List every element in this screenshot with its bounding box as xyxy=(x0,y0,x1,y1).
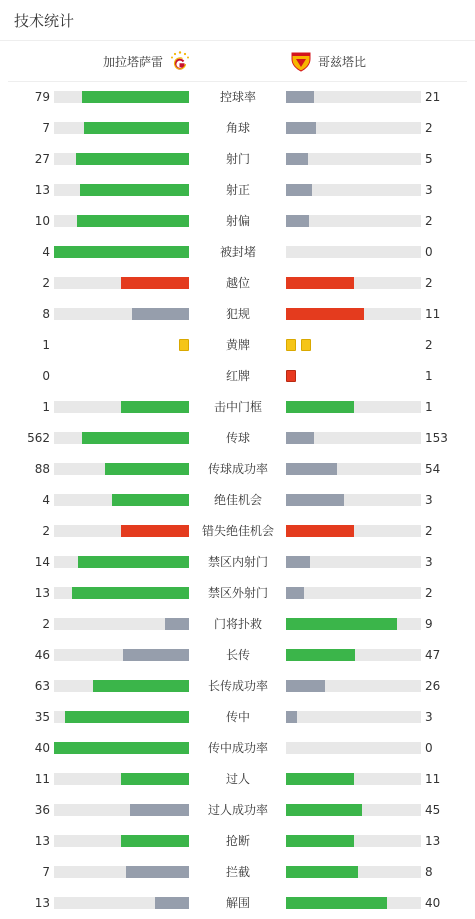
stat-label: 红牌 xyxy=(225,369,250,383)
stat-row xyxy=(0,423,475,454)
away-bar-track xyxy=(286,556,421,568)
away-bar-track xyxy=(286,463,421,475)
away-bar-fill xyxy=(286,494,344,506)
home-value: 2 xyxy=(42,276,50,290)
stat-row xyxy=(0,113,475,144)
away-value: 3 xyxy=(425,555,433,569)
stat-row xyxy=(0,857,475,888)
home-bar-track xyxy=(54,618,189,630)
stat-row xyxy=(0,268,475,299)
away-value: 3 xyxy=(425,493,433,507)
home-bar-fill xyxy=(165,618,189,630)
home-bar-track xyxy=(54,804,189,816)
stat-label: 射门 xyxy=(225,152,250,166)
away-value: 26 xyxy=(425,679,441,693)
teams-row xyxy=(8,41,467,82)
home-bar-track xyxy=(54,866,189,878)
home-bar-fill xyxy=(130,804,189,816)
home-bar-track xyxy=(54,897,189,909)
away-bar-track xyxy=(286,835,421,847)
stat-label: 传中成功率 xyxy=(207,741,268,755)
home-bar-fill xyxy=(84,122,189,134)
home-bar-track xyxy=(54,215,189,227)
home-value: 2 xyxy=(42,524,50,538)
stat-label: 越位 xyxy=(225,276,250,290)
home-bar-track xyxy=(54,91,189,103)
stat-label: 过人成功率 xyxy=(207,803,268,817)
home-value: 7 xyxy=(42,121,50,135)
stat-row xyxy=(0,795,475,826)
home-bar-fill xyxy=(121,401,189,413)
away-bar-track xyxy=(286,401,421,413)
home-bar-fill xyxy=(121,835,189,847)
away-bar-track xyxy=(286,246,421,258)
home-value: 36 xyxy=(34,803,50,817)
home-value: 562 xyxy=(27,431,50,445)
away-bar-fill xyxy=(286,804,362,816)
home-value: 4 xyxy=(42,245,50,259)
away-bar-track xyxy=(286,525,421,537)
section-header xyxy=(0,0,475,41)
away-value: 3 xyxy=(425,710,433,724)
away-bar-fill xyxy=(286,184,312,196)
home-value: 13 xyxy=(34,183,50,197)
away-bar-track xyxy=(286,184,421,196)
home-bar-fill xyxy=(72,587,189,599)
home-bar-track xyxy=(54,587,189,599)
away-value: 2 xyxy=(425,338,433,352)
away-bar-fill xyxy=(286,773,354,785)
stat-row xyxy=(0,609,475,640)
away-value: 11 xyxy=(425,307,441,321)
away-value: 8 xyxy=(425,865,433,879)
home-value: 11 xyxy=(34,772,50,786)
stat-label: 控球率 xyxy=(219,90,256,104)
away-value: 45 xyxy=(425,803,441,817)
stat-row xyxy=(0,578,475,609)
home-bar-track xyxy=(54,742,189,754)
home-bar-track xyxy=(54,122,189,134)
away-bar-fill xyxy=(286,556,310,568)
home-value: 10 xyxy=(34,214,50,228)
home-team-name: 加拉塔萨雷 xyxy=(103,54,164,69)
stat-row xyxy=(0,485,475,516)
away-bar-track xyxy=(286,308,421,320)
away-value: 1 xyxy=(425,369,433,383)
away-bar-track xyxy=(286,773,421,785)
away-bar-track xyxy=(286,742,421,754)
stat-label: 拦截 xyxy=(225,865,250,879)
stat-row xyxy=(0,299,475,330)
home-bar-track xyxy=(54,246,189,258)
stat-row xyxy=(0,516,475,547)
stat-label: 禁区内射门 xyxy=(207,555,268,569)
stat-label: 长传 xyxy=(225,648,250,662)
stat-label: 绝佳机会 xyxy=(213,493,262,507)
home-bar-fill xyxy=(123,649,189,661)
away-bar-track xyxy=(286,866,421,878)
away-value: 40 xyxy=(425,896,441,910)
home-value: 1 xyxy=(42,338,50,352)
away-bar-track xyxy=(286,215,421,227)
home-bar-track xyxy=(54,153,189,165)
home-bar-track xyxy=(54,680,189,692)
away-bar-fill xyxy=(286,525,354,537)
home-value: 35 xyxy=(34,710,50,724)
section-title: 技术统计 xyxy=(14,11,75,30)
away-value: 0 xyxy=(425,245,433,259)
away-bar-fill xyxy=(286,711,297,723)
stat-label: 禁区外射门 xyxy=(207,586,268,600)
away-bar-fill xyxy=(286,277,354,289)
away-team[interactable] xyxy=(290,41,366,81)
home-value: 88 xyxy=(34,462,50,476)
home-value: 79 xyxy=(34,90,50,104)
home-value: 8 xyxy=(42,307,50,321)
stat-label: 门将扑救 xyxy=(213,617,262,631)
home-value: 63 xyxy=(34,679,50,693)
away-bar-fill xyxy=(286,308,364,320)
away-value: 47 xyxy=(425,648,441,662)
home-bar-fill xyxy=(132,308,189,320)
stat-row xyxy=(0,888,475,919)
home-value: 4 xyxy=(42,493,50,507)
away-bar-fill xyxy=(286,432,314,444)
home-bar-track xyxy=(54,432,189,444)
home-value: 13 xyxy=(34,586,50,600)
home-value: 27 xyxy=(34,152,50,166)
stat-row xyxy=(0,764,475,795)
home-bar-track xyxy=(54,184,189,196)
home-bar-fill xyxy=(76,153,189,165)
stat-row xyxy=(0,175,475,206)
home-team[interactable] xyxy=(103,41,197,81)
home-bar-track xyxy=(54,773,189,785)
home-bar-fill xyxy=(121,773,189,785)
home-bar-fill xyxy=(112,494,189,506)
home-value: 7 xyxy=(42,865,50,879)
home-yellow-card-icon xyxy=(179,339,189,351)
away-bar-fill xyxy=(286,649,355,661)
away-bar-fill xyxy=(286,587,304,599)
away-team-name: 哥兹塔比 xyxy=(318,54,367,69)
home-bar-track xyxy=(54,525,189,537)
away-value: 54 xyxy=(425,462,441,476)
home-bar-track xyxy=(54,711,189,723)
stat-row xyxy=(0,733,475,764)
stat-row xyxy=(0,82,475,113)
home-bar-track xyxy=(54,649,189,661)
away-bar-track xyxy=(286,711,421,723)
home-bar-track xyxy=(54,835,189,847)
away-value: 2 xyxy=(425,214,433,228)
home-bar-track xyxy=(54,494,189,506)
home-value: 13 xyxy=(34,896,50,910)
stat-row xyxy=(0,547,475,578)
away-bar-fill xyxy=(286,153,308,165)
away-value: 2 xyxy=(425,524,433,538)
away-bar-fill xyxy=(286,680,325,692)
home-bar-track xyxy=(54,401,189,413)
home-bar-fill xyxy=(65,711,189,723)
stat-label: 过人 xyxy=(225,772,250,786)
away-bar-fill xyxy=(286,835,354,847)
away-bar-fill xyxy=(286,618,397,630)
away-bar-track xyxy=(286,91,421,103)
stat-label: 黄牌 xyxy=(225,338,250,352)
home-bar-fill xyxy=(105,463,189,475)
stat-row xyxy=(0,361,475,392)
away-bar-fill xyxy=(286,897,387,909)
stat-row xyxy=(0,640,475,671)
stat-label: 射正 xyxy=(225,183,250,197)
stat-label: 角球 xyxy=(225,121,250,135)
away-bar-fill xyxy=(286,91,314,103)
home-value: 46 xyxy=(34,648,50,662)
home-bar-fill xyxy=(121,277,189,289)
stat-label: 传球 xyxy=(225,431,250,445)
away-bar-track xyxy=(286,897,421,909)
home-bar-fill xyxy=(93,680,189,692)
home-bar-fill xyxy=(155,897,189,909)
stat-row xyxy=(0,330,475,361)
away-value: 2 xyxy=(425,121,433,135)
stat-row xyxy=(0,392,475,423)
away-bar-track xyxy=(286,680,421,692)
home-bar-fill xyxy=(82,91,189,103)
stat-label: 犯规 xyxy=(225,307,250,321)
away-value: 5 xyxy=(425,152,433,166)
away-value: 0 xyxy=(425,741,433,755)
away-bar-track xyxy=(286,122,421,134)
home-value: 0 xyxy=(42,369,50,383)
away-bar-fill xyxy=(286,122,316,134)
home-bar-track xyxy=(54,277,189,289)
stat-row xyxy=(0,454,475,485)
home-value: 40 xyxy=(34,741,50,755)
away-value: 2 xyxy=(425,276,433,290)
away-bar-track xyxy=(286,804,421,816)
galatasaray-logo-icon xyxy=(169,50,191,72)
away-value: 11 xyxy=(425,772,441,786)
goztepe-logo-icon xyxy=(290,50,312,72)
stat-label: 被封堵 xyxy=(219,245,256,259)
away-red-card-icon xyxy=(286,370,296,382)
away-bar-track xyxy=(286,587,421,599)
away-bar-track xyxy=(286,618,421,630)
stat-row xyxy=(0,702,475,733)
stat-label: 抢断 xyxy=(225,834,250,848)
home-bar-track xyxy=(54,556,189,568)
stat-label: 射偏 xyxy=(225,214,250,228)
home-bar-track xyxy=(54,308,189,320)
stat-label: 击中门框 xyxy=(213,400,262,414)
stat-row xyxy=(0,144,475,175)
home-value: 13 xyxy=(34,834,50,848)
home-bar-track xyxy=(54,463,189,475)
home-bar-fill xyxy=(54,742,189,754)
stat-label: 解围 xyxy=(225,896,250,910)
stat-row xyxy=(0,826,475,857)
home-bar-fill xyxy=(80,184,189,196)
home-value: 1 xyxy=(42,400,50,414)
away-yellow-card-icon xyxy=(286,339,296,351)
away-bar-track xyxy=(286,649,421,661)
home-bar-fill xyxy=(78,556,189,568)
stat-label: 长传成功率 xyxy=(207,679,268,693)
stat-label: 传中 xyxy=(225,710,250,724)
away-yellow-card-icon xyxy=(301,339,311,351)
away-value: 1 xyxy=(425,400,433,414)
away-value: 9 xyxy=(425,617,433,631)
home-bar-fill xyxy=(121,525,189,537)
home-bar-fill xyxy=(82,432,189,444)
home-bar-fill xyxy=(77,215,189,227)
home-bar-fill xyxy=(54,246,189,258)
away-value: 3 xyxy=(425,183,433,197)
stat-row xyxy=(0,206,475,237)
away-bar-fill xyxy=(286,215,309,227)
away-bar-fill xyxy=(286,401,354,413)
home-value: 14 xyxy=(34,555,50,569)
away-bar-track xyxy=(286,494,421,506)
away-value: 21 xyxy=(425,90,441,104)
home-value: 2 xyxy=(42,617,50,631)
away-bar-track xyxy=(286,432,421,444)
home-bar-fill xyxy=(126,866,189,878)
away-bar-track xyxy=(286,153,421,165)
away-bar-fill xyxy=(286,463,337,475)
stat-row xyxy=(0,671,475,702)
away-value: 153 xyxy=(425,431,448,445)
stats-list xyxy=(0,82,475,919)
away-value: 13 xyxy=(425,834,441,848)
away-bar-track xyxy=(286,277,421,289)
stat-label: 传球成功率 xyxy=(207,462,268,476)
stat-label: 错失绝佳机会 xyxy=(201,524,274,538)
away-bar-fill xyxy=(286,866,358,878)
stat-row xyxy=(0,237,475,268)
away-value: 2 xyxy=(425,586,433,600)
